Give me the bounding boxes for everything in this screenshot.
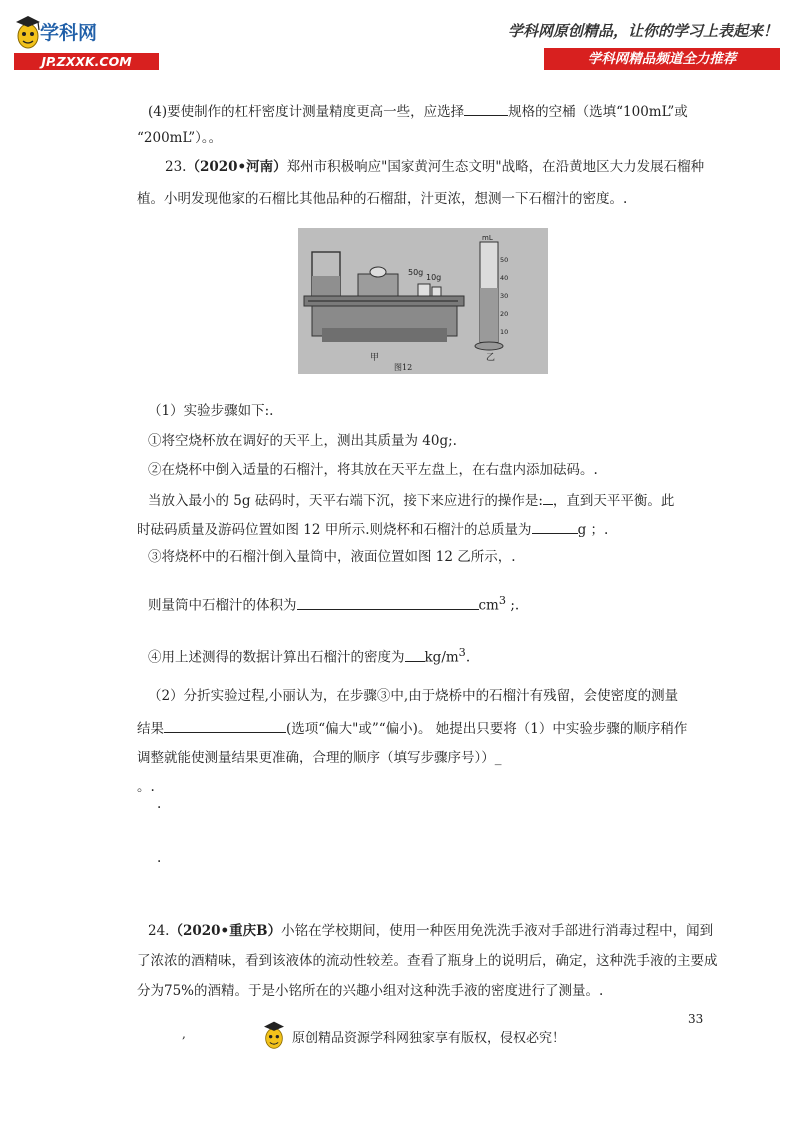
cyl-tick-40: 40 — [500, 274, 509, 282]
answer-blank — [405, 647, 425, 662]
q23-step2b: 当放入最小的 5g 砝码时，天平右端下沉，接下来应进行的操作是: ，直到天平平衡。此 — [148, 490, 674, 510]
q23-step2c: 时砝码质量及游码位置如图 12 甲所示.则烧杯和石榴汁的总质量为 g ；. — [137, 519, 608, 539]
figure-12-image — [298, 228, 548, 374]
stray-dot: . — [157, 796, 162, 812]
figure-label-a: 甲 — [370, 353, 380, 363]
page-number: 33 — [688, 1012, 704, 1026]
q23-part2-line3: 调整就能使测量结果更准确，合理的顺序（填写步骤序号））_ — [137, 750, 502, 766]
q23-part2-line4: 。. — [137, 779, 155, 795]
header-slogan: 学科网原创精品，让你的学习上表起来！ — [507, 22, 778, 40]
q24-line1: 24.（2020•重庆B）小铭在学校期间，使用一种医用免洗洗手液对手部进行消毒过程中，闻到 — [148, 923, 714, 939]
cyl-tick-20: 20 — [500, 310, 509, 318]
q23-line1: 23.（2020•河南）郑州市积极响应"国家黄河生态文明"战略，在沿黄地区大力发展石榴种 — [165, 159, 705, 175]
stray-dot: . — [157, 850, 162, 866]
weight-50g-label: 50g — [408, 268, 424, 277]
cyl-tick-10: 10 — [500, 328, 509, 336]
q22-part4-line2: “200mL”）。。 — [137, 130, 223, 146]
q23-step2: ②在烧杯中倒入适量的石榴汁，将其放在天平左盘上，在右盘内添加砝码。. — [148, 462, 598, 478]
q23-line2: 植。小明发现他家的石榴比其他品种的石榴甜，汁更浓，想测一下石榴汁的密度。. — [137, 191, 628, 207]
q23-step3: ③将烧杯中的石榴汁倒入量筒中，液面位置如图 12 乙所示，. — [148, 549, 516, 565]
answer-blank — [297, 595, 479, 610]
weight-10g-label: 10g — [426, 273, 442, 282]
q22-part4-line1: (4)要使制作的杠杆密度计测量精度更高一些，应选择 规格的空桶（选填“100mL”或 — [148, 101, 688, 121]
weight-50g-shape — [418, 284, 430, 296]
logo-url-badge: JP.ZXXK.COM — [14, 53, 159, 70]
q23-part1-title: （1）实验步骤如下:. — [148, 403, 274, 419]
answer-blank — [532, 519, 578, 534]
figure-label-b: 乙 — [486, 353, 496, 363]
q23-part2-line1: （2）分折实验过程,小丽认为，在步骤③中,由于烧桥中的石榴汁有残留，会使密度的测量 — [148, 688, 679, 704]
answer-blank — [543, 490, 553, 505]
cyl-tick-30: 30 — [500, 292, 509, 300]
q23-part2-line2: 结果 (选项“偏大"或”“偏小)。 她提出只要将（1）中实验步骤的顺序稍作 — [137, 718, 687, 738]
footer-mascot-icon — [262, 1020, 286, 1050]
q24-line3: 分为75%的酒精。于是小铭所在的兴趣小组对这种洗手液的密度进行了测量。. — [137, 983, 604, 999]
answer-blank — [464, 101, 508, 116]
q23-step4: ④用上述测得的数据计算出石榴汁的密度为 $kg/m^3$. — [148, 646, 471, 666]
weight-10g-shape — [432, 287, 441, 296]
q23-step3b: 则量筒中石榴汁的体积为 $cm^3$ ;. — [148, 594, 520, 614]
cyl-tick-50: 50 — [500, 256, 509, 264]
answer-blank — [164, 718, 286, 733]
logo-text: 学科网 — [40, 22, 98, 44]
footer-copyright-notice: 原创精品资源学科网独家享有版权，侵权必究！ — [292, 1031, 566, 1046]
footer-left-mark: , — [182, 1027, 186, 1041]
header-recommend-badge: 学科网精品频道全力推荐 — [544, 48, 780, 70]
logo-mascot-icon — [14, 14, 42, 50]
figure-caption: 图12 — [394, 363, 413, 372]
cylinder-unit: mL — [482, 234, 493, 242]
q23-step1: ①将空烧杯放在调好的天平上，测出其质量为 40g;. — [148, 433, 457, 449]
q24-line2: 了浓浓的酒精味，看到该液体的流动性较差。查看了瓶身上的说明后，确定，这种洗手液的主要成 — [137, 953, 718, 969]
